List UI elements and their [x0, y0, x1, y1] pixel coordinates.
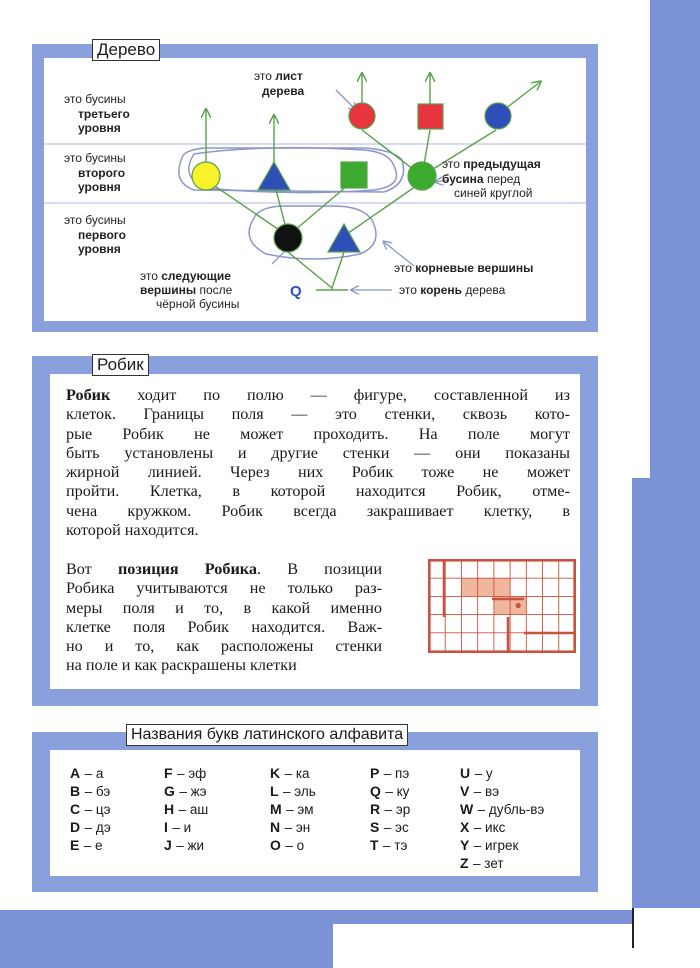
robik-text-line: которой находится. [66, 521, 199, 540]
robik-term: Робик [66, 386, 111, 404]
position-text-line: на поле и как раскрашены клетки [66, 656, 297, 675]
robik-text-line: быть установлены и другие стенки — они показаны [66, 443, 570, 462]
latin-letter: K [270, 765, 281, 781]
latin-letter: H [164, 801, 175, 817]
position-term: позиция Робика [117, 560, 257, 578]
second-level-label-2: второго [78, 166, 126, 180]
tree-section-title: Дерево [92, 39, 160, 61]
alphabet-entry [460, 782, 544, 800]
alphabet-entry [270, 836, 316, 854]
letter-name: – эс [383, 820, 409, 835]
alphabet-entry [70, 782, 111, 800]
alphabet-entry [460, 800, 544, 818]
red-circle-bead [349, 103, 375, 129]
letter-name: – эль [283, 784, 316, 799]
second-level-label-3: уровня [78, 180, 121, 194]
latin-letter: Y [460, 837, 470, 853]
letter-name: – аш [178, 802, 209, 817]
alphabet-entry [460, 818, 544, 836]
previous-bead-label-2: бусина перед [442, 172, 521, 186]
page-footer-blue [0, 910, 333, 968]
alphabet-entry [270, 818, 316, 836]
tree-diagram-area [44, 58, 586, 321]
blue-circle-bead [485, 103, 511, 129]
alphabet-entry [270, 764, 316, 782]
robik-text-line: жирной линией. Через них Робик тоже не может [66, 463, 570, 482]
alphabet-entry [370, 800, 410, 818]
leaf-label-2: дерева [262, 84, 305, 98]
letter-name: – игрек [473, 838, 519, 853]
page-footer-rule [632, 908, 634, 948]
alphabet-entry [370, 836, 410, 854]
letter-name: – жи [176, 838, 205, 853]
alphabet-entry [70, 836, 111, 854]
alphabet-entry [370, 782, 410, 800]
letter-name: – дубль-вэ [477, 802, 545, 817]
letter-name: – тэ [383, 838, 408, 853]
alphabet-entry [270, 800, 316, 818]
alphabet-entry [70, 818, 111, 836]
robik-text-line: ходит по полю — фигуре, составленной из [110, 386, 570, 404]
letter-name: – жэ [179, 784, 207, 799]
alphabet-column [270, 764, 316, 854]
alphabet-column [370, 764, 410, 854]
latin-letter: X [460, 819, 470, 835]
green-square-bead [341, 162, 367, 188]
alphabet-entry [370, 764, 410, 782]
robik-section-title: Робик [92, 354, 149, 376]
latin-letter: A [70, 765, 81, 781]
alphabet-entry [70, 764, 111, 782]
latin-letter: C [70, 801, 81, 817]
letter-name: – а [84, 766, 104, 781]
letter-name: – е [83, 838, 103, 853]
root-label: это корень дерева [399, 283, 506, 297]
blue-triangle-bead [258, 162, 290, 190]
letter-name: – ка [284, 766, 310, 781]
alphabet-column [164, 764, 208, 854]
letter-name: – эн [284, 820, 311, 835]
first-level-label-3: уровня [78, 242, 121, 256]
latin-letter: U [460, 765, 471, 781]
robik-section [32, 356, 598, 706]
letter-name: – бэ [84, 784, 111, 799]
green-circle-bead [408, 162, 436, 190]
robik-description [66, 386, 570, 540]
red-square-bead [418, 104, 443, 129]
first-level-label-2: первого [78, 228, 126, 242]
letter-name: – пэ [383, 766, 410, 781]
alphabet-entry [164, 764, 208, 782]
latin-letter: R [370, 801, 381, 817]
alphabet-entry [164, 836, 208, 854]
leaf-label: это лист [254, 69, 303, 83]
position-text-line: Робика учитываются не только раз- [66, 579, 382, 598]
alphabet-column [460, 764, 544, 872]
letter-name: – дэ [84, 820, 111, 835]
letter-name: – икс [473, 820, 506, 835]
latin-letter: S [370, 819, 380, 835]
alphabet-entry [460, 854, 544, 872]
alphabet-entry [164, 782, 208, 800]
page-margin-blue-lower [632, 478, 700, 908]
latin-letter: M [270, 801, 282, 817]
black-circle-bead [274, 224, 302, 252]
letter-name: – у [474, 766, 493, 781]
third-level-label-2: третьего [78, 107, 130, 121]
letter-name: – эр [384, 802, 411, 817]
previous-bead-label: это предыдущая [442, 157, 541, 171]
alphabet-entry [164, 818, 208, 836]
alphabet-section-title: Названия букв латинского алфавита [126, 724, 408, 746]
alphabet-entry [460, 764, 544, 782]
robik-text-line: рые Робик не может проходить. На поле могут [66, 424, 570, 443]
latin-letter: Z [460, 855, 469, 871]
robik-marker [516, 603, 521, 608]
letter-name: – зет [473, 856, 504, 871]
second-level-label: это бусины [64, 151, 126, 165]
position-text-line: клетке поля Робик находится. Важ- [66, 617, 382, 636]
latin-letter: J [164, 837, 172, 853]
third-level-label: это бусины [64, 92, 126, 106]
previous-bead-label-3: синей круглой [454, 186, 533, 200]
latin-letter: N [270, 819, 281, 835]
latin-letter: W [460, 801, 474, 817]
robik-text-line: пройти. Клетка, в которой находится Робик, отме- [66, 482, 570, 501]
latin-letter: L [270, 783, 279, 799]
latin-letter: T [370, 837, 379, 853]
letter-name: – эм [286, 802, 314, 817]
position-text-line: меры поля и то, в какой именно [66, 598, 382, 617]
latin-letter: Q [370, 783, 381, 799]
latin-letter: G [164, 783, 175, 799]
next-vertices-label: это следующие [140, 269, 231, 283]
page-margin-blue [650, 0, 700, 480]
next-vertices-label-2: вершины после [140, 283, 233, 297]
latin-letter: V [460, 783, 470, 799]
latin-letter: P [370, 765, 380, 781]
latin-letter: D [70, 819, 81, 835]
painted-cell [494, 578, 510, 596]
latin-letter: O [270, 837, 281, 853]
letter-name: – и [172, 820, 192, 835]
alphabet-column [70, 764, 111, 854]
alphabet-section [32, 726, 598, 892]
yellow-circle-bead [192, 162, 220, 190]
position-text: . В позиции [256, 560, 382, 578]
letter-name: – цэ [84, 802, 111, 817]
tree-diagram [44, 58, 586, 321]
root-symbol: Q [290, 283, 302, 300]
robik-text-line: клеток. Границы поля — это стенки, сквозь кото- [66, 405, 570, 424]
alphabet-entry [270, 782, 316, 800]
painted-cell [461, 578, 477, 596]
robik-position-grid [428, 559, 576, 653]
robik-text-line: чена кружком. Робик всегда закрашивает клетку, в [66, 501, 570, 520]
first-level-label: это бусины [64, 213, 126, 227]
latin-letter: I [164, 819, 168, 835]
alphabet-area [50, 750, 580, 876]
third-level-label-3: уровня [78, 121, 121, 135]
letter-name: – о [285, 838, 305, 853]
latin-letter: E [70, 837, 80, 853]
position-text: Вот [66, 560, 118, 578]
alphabet-entry [460, 836, 544, 854]
latin-letter: F [164, 765, 173, 781]
letter-name: – вэ [473, 784, 500, 799]
letter-name: – ку [385, 784, 410, 799]
position-text-line: но и то, как расположены стенки [66, 637, 382, 656]
next-vertices-label-3: чёрной бусины [156, 297, 240, 311]
alphabet-entry [70, 800, 111, 818]
letter-name: – эф [177, 766, 207, 781]
robik-text-area [50, 374, 580, 689]
robik-position-description [66, 560, 382, 676]
painted-cell [478, 578, 494, 596]
latin-letter: B [70, 783, 81, 799]
tree-section [32, 40, 598, 332]
alphabet-entry [370, 818, 410, 836]
page-footer-strip [333, 910, 633, 924]
alphabet-entry [164, 800, 208, 818]
root-vertices-label: это корневые вершины [394, 261, 534, 275]
